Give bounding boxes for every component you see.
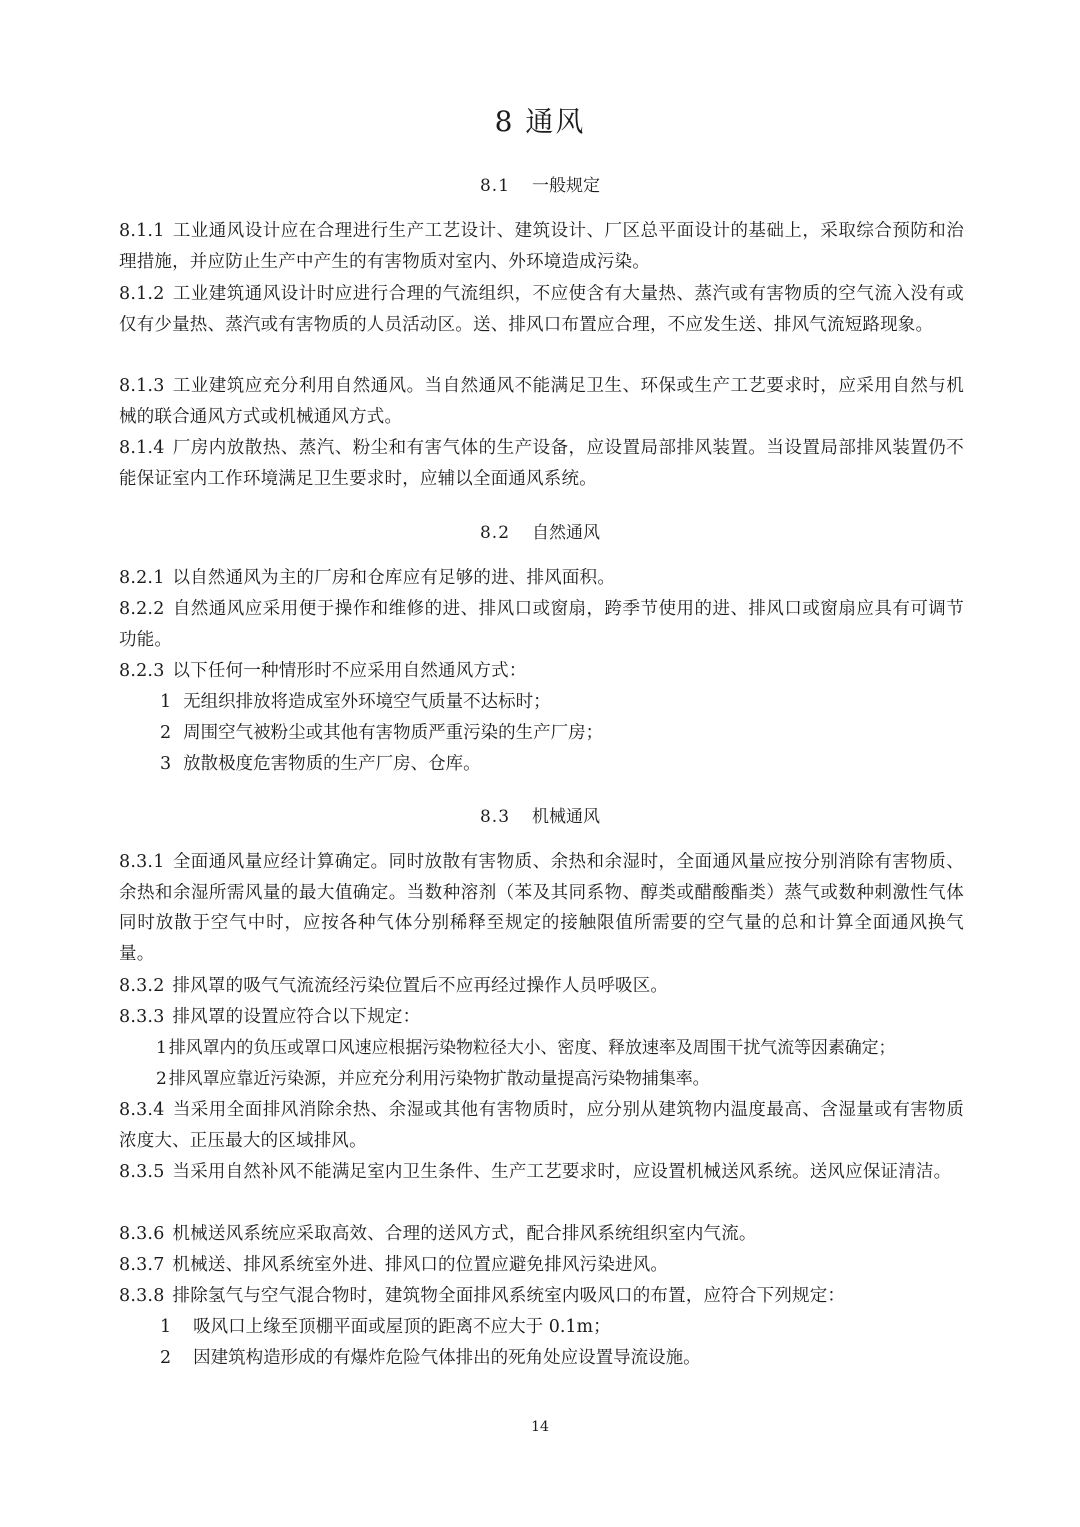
clause-8-3-7 xyxy=(119,1250,964,1281)
clause-8-2-2 xyxy=(119,594,964,655)
clause-text: 工业建筑应充分利用自然通风。当自然通风不能满足卫生、环保或生产工艺要求时，应采用自然与机械的联合通风方式或机械通风方式。 xyxy=(119,376,964,427)
clause-number: 8.1.1 xyxy=(119,221,165,241)
item-number: 1 xyxy=(160,692,172,712)
clause-8-1-2 xyxy=(119,279,964,340)
page-number: 14 xyxy=(531,1419,549,1435)
clause-text: 工业通风设计应在合理进行生产工艺设计、建筑设计、厂区总平面设计的基础上，采取综合预防和治理措施，并应防止生产中产生的有害物质对室内、外环境造成污染。 xyxy=(119,221,964,272)
item-text: 无组织排放将造成室外环境空气质量不达标时； xyxy=(183,692,551,712)
clause-text: 机械送风系统应采取高效、合理的送风方式，配合排风系统组织室内气流。 xyxy=(172,1224,757,1244)
clause-number: 8.3.3 xyxy=(119,1007,165,1027)
clause-text: 全面通风量应经计算确定。同时放散有害物质、余热和余湿时，全面通风量应按分别消除有害物质、余热和余湿所需风量的最大值确定。当数种溶剂（苯及其同系物、醇类或醋酸酯类）蒸气或数种刺激性气体同时放散于空气中时，应按各种气体分别稀释至规定的接触限值所需要的空气量的总和计算全面通风换气量。 xyxy=(119,852,964,964)
item-number: 2 xyxy=(160,1348,172,1368)
section-number: 8.1 xyxy=(479,176,511,196)
clause-text: 厂房内放散热、蒸汽、粉尘和有害气体的生产设备，应设置局部排风装置。当设置局部排风装置仍不能保证室内工作环境满足卫生要求时，应辅以全面通风系统。 xyxy=(119,438,964,489)
clause-number: 8.3.1 xyxy=(119,852,165,872)
item-text: 吸风口上缘至顶棚平面或屋顶的距离不应大于 0.1m； xyxy=(193,1317,611,1337)
item-number: 1 xyxy=(156,1038,167,1058)
clause-number: 8.3.2 xyxy=(119,976,165,996)
section-heading-8-3 xyxy=(0,802,1080,832)
clause-text: 以下任何一种情形时不应采用自然通风方式： xyxy=(172,661,527,681)
section-number: 8.2 xyxy=(479,523,511,543)
clause-8-3-6 xyxy=(119,1219,964,1250)
item-number: 2 xyxy=(156,1069,167,1089)
section-heading-8-1 xyxy=(0,171,1080,201)
clause-text: 排除氢气与空气混合物时，建筑物全面排风系统室内吸风口的布置，应符合下列规定： xyxy=(172,1286,846,1306)
clause-number: 8.3.6 xyxy=(119,1224,165,1244)
clause-number: 8.1.2 xyxy=(119,284,165,304)
clause-8-3-1 xyxy=(119,847,964,969)
clause-text: 排风罩的设置应符合以下规定： xyxy=(172,1007,421,1027)
section-number: 8.3 xyxy=(479,807,511,827)
item-text: 放散极度危害物质的生产厂房、仓库。 xyxy=(183,754,481,774)
clause-8-3-8 xyxy=(119,1281,964,1312)
item-text: 周围空气被粉尘或其他有害物质严重污染的生产厂房； xyxy=(183,723,604,743)
list-item-8-2-3-1 xyxy=(160,687,980,718)
item-text: 排风罩内的负压或罩口风速应根据污染物粒径大小、密度、释放速率及周围干扰气流等因素确定； xyxy=(168,1038,896,1058)
clause-8-1-1 xyxy=(119,216,964,277)
clause-text: 工业建筑通风设计时应进行合理的气流组织，不应使含有大量热、蒸汽或有害物质的空气流入没有或仅有少量热、蒸汽或有害物质的人员活动区。送、排风口布置应合理，不应发生送、排风气流短路现象。 xyxy=(119,284,964,335)
item-number: 3 xyxy=(160,754,172,774)
list-item-8-3-8-2 xyxy=(160,1343,980,1374)
item-text: 排风罩应靠近污染源，并应充分利用污染物扩散动量提高污染物捕集率。 xyxy=(168,1069,710,1089)
clause-text: 当采用自然补风不能满足室内卫生条件、生产工艺要求时，应设置机械送风系统。送风应保证清洁。 xyxy=(172,1162,952,1182)
list-item-8-3-3-2 xyxy=(156,1064,976,1095)
item-number: 1 xyxy=(160,1317,172,1337)
list-item-8-2-3-3 xyxy=(160,749,980,780)
list-item-8-2-3-2 xyxy=(160,718,980,749)
chapter-title: 8 通风 xyxy=(494,105,586,138)
clause-number: 8.3.8 xyxy=(119,1286,165,1306)
section-title: 一般规定 xyxy=(532,176,601,196)
clause-number: 8.2.3 xyxy=(119,661,165,681)
clause-8-2-1 xyxy=(119,563,964,594)
section-title: 机械通风 xyxy=(532,807,601,827)
clause-number: 8.2.2 xyxy=(119,599,165,619)
clause-text: 当采用全面排风消除余热、余湿或其他有害物质时，应分别从建筑物内温度最高、含湿量或有害物质浓度大、正压最大的区域排风。 xyxy=(119,1100,964,1151)
clause-number: 8.1.4 xyxy=(119,438,165,458)
clause-8-2-3 xyxy=(119,656,964,687)
clause-8-3-3 xyxy=(119,1002,964,1033)
clause-8-1-3 xyxy=(119,371,964,432)
item-text: 因建筑构造形成的有爆炸危险气体排出的死角处应设置导流设施。 xyxy=(193,1348,701,1368)
clause-number: 8.3.5 xyxy=(119,1162,165,1182)
clause-8-1-4 xyxy=(119,433,964,494)
clause-number: 8.2.1 xyxy=(119,568,165,588)
clause-8-3-4 xyxy=(119,1095,964,1156)
item-number: 2 xyxy=(160,723,172,743)
clause-number: 8.1.3 xyxy=(119,376,165,396)
clause-8-3-5 xyxy=(119,1157,964,1188)
clause-text: 排风罩的吸气气流流经污染位置后不应再经过操作人员呼吸区。 xyxy=(172,976,669,996)
clause-number: 8.3.7 xyxy=(119,1255,165,1275)
section-heading-8-2 xyxy=(0,518,1080,548)
clause-text: 机械送、排风系统室外进、排风口的位置应避免排风污染进风。 xyxy=(172,1255,669,1275)
list-item-8-3-3-1 xyxy=(156,1033,976,1064)
clause-text: 自然通风应采用便于操作和维修的进、排风口或窗扇，跨季节使用的进、排风口或窗扇应具有可调节功能。 xyxy=(119,599,964,650)
clause-8-3-2 xyxy=(119,971,964,1002)
clause-number: 8.3.4 xyxy=(119,1100,165,1120)
section-title: 自然通风 xyxy=(532,523,601,543)
list-item-8-3-8-1 xyxy=(160,1312,980,1343)
clause-text: 以自然通风为主的厂房和仓库应有足够的进、排风面积。 xyxy=(172,568,616,588)
